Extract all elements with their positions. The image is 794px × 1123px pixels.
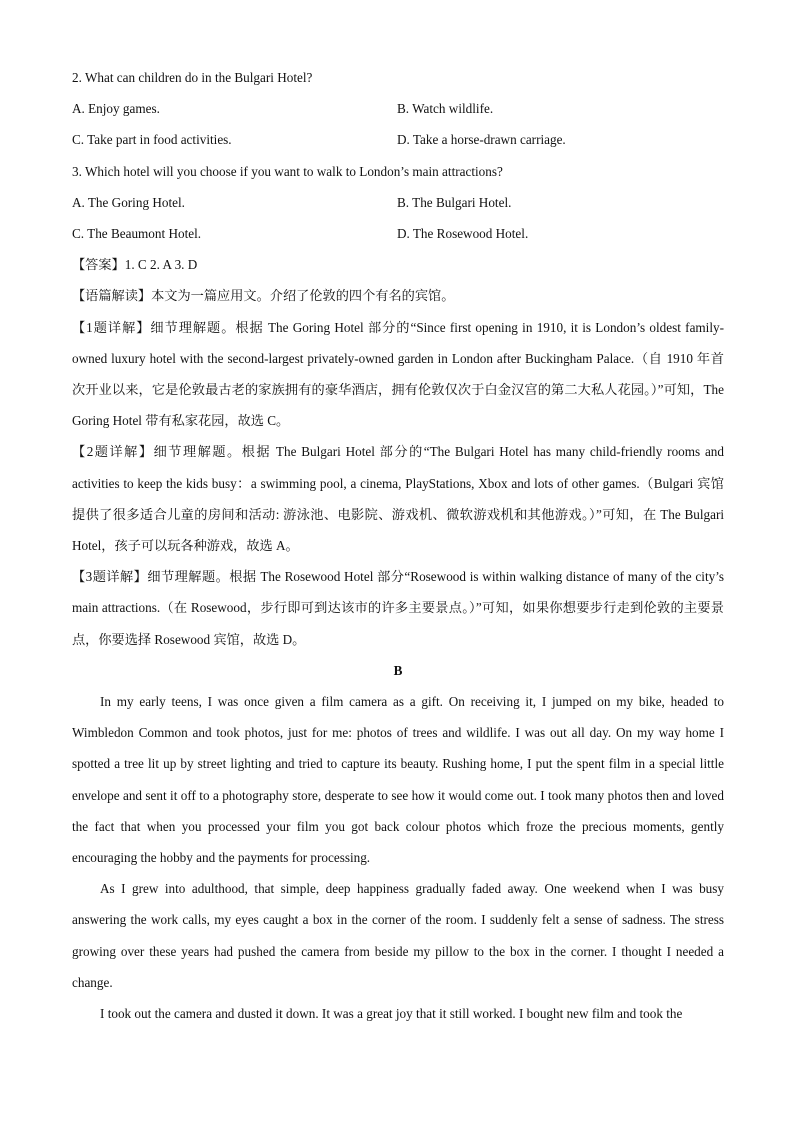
question-2 <box>72 62 724 156</box>
question-3-option-a: A. The Goring Hotel. <box>72 194 185 210</box>
question-3-option-b: B. The Bulgari Hotel. <box>397 194 512 210</box>
section-b-paragraph-2: As I grew into adulthood, that simple, deep happiness gradually faded away. One weekend when I was busy answering the work calls, my eyes caught a box in the corner of the room. I suddenly felt a sense of sadness. The stress growing over these years had pushed the camera from beside my pillow to the box in the corner. I thought I needed a change. <box>72 881 724 990</box>
section-b-heading: B <box>393 662 403 678</box>
explanation-3: 【3题详解】细节理解题。根据 The Rosewood Hotel 部分“Rosewood is within walking distance of many of the city’s main attractions.（在 Rosewood，步行即可到达该市的许多主要景点。）”可知，如果你想要步行走到伦敦的主要景点，你要选择 Rosewood 宾馆，故选 D。 <box>72 569 724 647</box>
answer-line: 【答案】1. C 2. A 3. D <box>72 257 198 273</box>
document-page <box>72 62 724 1029</box>
explanation-1: 【1题详解】细节理解题。根据 The Goring Hotel 部分的“Since first opening in 1910, it is London’s oldest family-owned luxury hotel with the second-largest privately-owned garden in London after Buckingham Palace.（自 1910 年首次开业以来，它是伦敦最古老的家族拥有的豪华酒店，拥有伦敦仅次于白金汉宫的第二大私人花园。）”可知，The Goring Hotel 带有私家花园，故选 C。 <box>72 319 724 429</box>
question-2-option-a: A. Enjoy games. <box>72 101 160 117</box>
explanation-2: 【2题详解】细节理解题。根据 The Bulgari Hotel 部分的“The Bulgari Hotel has many child-friendly rooms and activities to keep the kids busy：a swimming pool, a cinema, PlayStations, Xbox and lots of other games.（Bulgari 宾馆提供了很多适合儿童的房间和活动: 游泳池、电影院、游戏机、微软游戏机和其他游戏。）”可知，在 The Bulgari Hotel，孩子可以玩各种游戏，故选 A。 <box>72 444 724 554</box>
question-3-options-row-2 <box>72 218 724 249</box>
section-b-paragraph-3: I took out the camera and dusted it down. It was a great joy that it still worked. I bought new film and took the <box>100 1006 683 1022</box>
section-b-paragraph-1: In my early teens, I was once given a film camera as a gift. On receiving it, I jumped on my bike, headed to Wimbledon Common and took photos, just for me: photos of trees and wildlife. I was out all day. On my way home I spotted a tree lit up by street lighting and tried to capture its beauty. Rushing home, I put the spent film in a special little envelope and sent it off to a photography store, desperate to see how it would come out. I took many photos then and loved the fact that when you processed your film you got back colour photos which froze the precious moments, gently encouraging the hobby and the payments for processing. <box>72 694 724 866</box>
question-2-options-row-1 <box>72 93 724 124</box>
question-2-option-b: B. Watch wildlife. <box>397 101 494 117</box>
question-3-option-d: D. The Rosewood Hotel. <box>397 226 529 242</box>
question-2-option-c: C. Take part in food activities. <box>72 132 232 148</box>
question-3-option-c: C. The Beaumont Hotel. <box>72 226 202 242</box>
question-2-options-row-2 <box>72 124 724 155</box>
question-3-stem: 3. Which hotel will you choose if you want to walk to London’s main attractions? <box>72 163 503 179</box>
question-2-option-d: D. Take a horse-drawn carriage. <box>397 132 566 148</box>
question-3-options-row-1 <box>72 187 724 218</box>
passage-summary: 【语篇解读】本文为一篇应用文。介绍了伦敦的四个有名的宾馆。 <box>72 288 455 304</box>
question-3 <box>72 156 724 250</box>
question-2-stem: 2. What can children do in the Bulgari Hotel? <box>72 70 313 85</box>
